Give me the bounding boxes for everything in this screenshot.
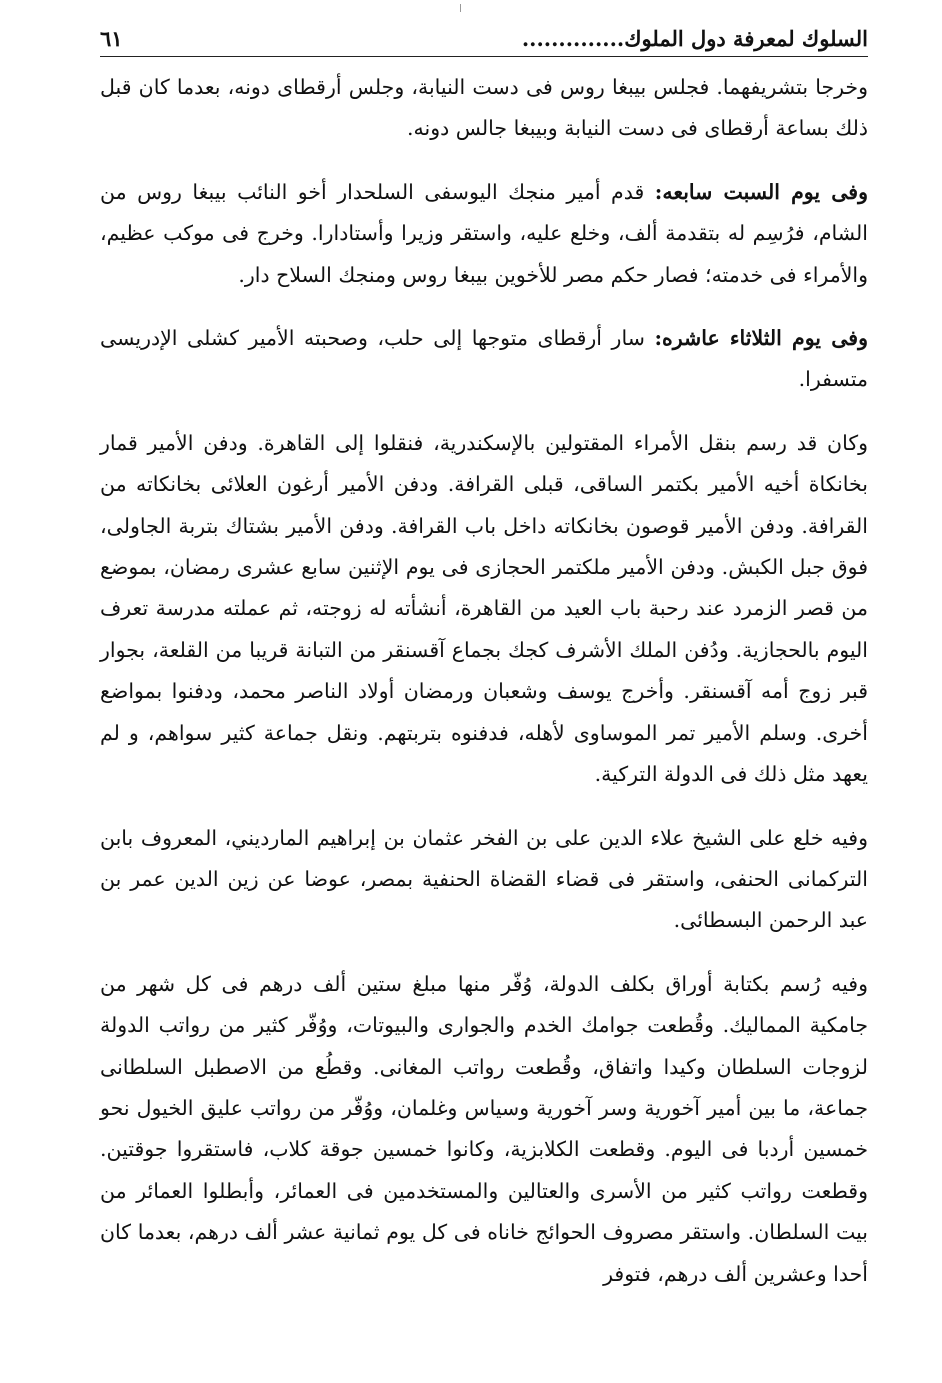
paragraph-lead: وفى يوم السبت سابعه: — [654, 179, 868, 204]
paragraph-2 — [100, 172, 868, 296]
paragraph-text: قدم أمير منجك اليوسفى السلحدار أخو النائب بيبغا روس من الشام، فرُسِم له بتقدمة ألف، وخلع عليه، واستقر وزيرا وأستادارا. وخرج فى موكب عظيم، والأمراء فى خدمته؛ فصار حكم مصر للأخوين بيبغا روس ومنجك السلاح دار. — [100, 179, 868, 287]
paragraph-1 — [100, 67, 868, 150]
book-page — [100, 22, 868, 1295]
paragraph-5 — [100, 818, 868, 942]
paragraph-text: وفيه رُسم بكتابة أوراق بكلف الدولة، وُفّر منها مبلغ ستين ألف درهم فى كل شهر من جامكية المماليك. وقُطعت جوامك الخدم والجوارى والبيوتات، ووُفّر كثير من رواتب الدولة لزوجات السلطان وكيدا واتفاق، وقُطعت رواتب المغانى. وقطُع من الاصطبل السلطانى جماعة، ما بين أمير آخورية وسر آخورية وسياس وغلمان، ووُفّر من رواتب عليق الخيول نحو خمسين أردبا فى اليوم. وقطعت الكلابزية، وكانوا خمسين جوقة كلاب، فاستقروا جوقتين. وقطعت رواتب كثير من الأسرى والعتالين والمستخدمين فى العمائر، وأبطلوا العمائر من بيت السلطان. واستقر مصروف الحوائج خاناه فى كل يوم ثمانية عشر ألف درهم، بعدما كان أحدا وعشرين ألف درهم، فتوفر — [100, 971, 868, 1286]
paragraph-6 — [100, 964, 868, 1295]
paragraph-text: وفيه خلع على الشيخ علاء الدين على بن الفخر عثمان بن إبراهيم المارديني، المعروف بابن التركمانى الحنفى، واستقر فى قضاء القضاة الحنفية بمصر، عوضا عن زين الدين عمر بن عبد الرحمن البسطائى. — [100, 825, 868, 933]
page-number: ٦١ — [100, 26, 123, 51]
book-title: السلوك لمعرفة دول الملوك — [624, 26, 868, 51]
paragraph-text: وكان قد رسم بنقل الأمراء المقتولين بالإسكندرية، فنقلوا إلى القاهرة. ودفن الأمير قمار بخانكاة أخيه الأمير بكتمر الساقى، قبلى القرافة. ودفن الأمير أرغون العلائى بخانكاته من القرافة. ودفن الأمير قوصون بخانكاته داخل باب القرافة. ودفن الأمير بشتاك بتربة الجاولى، فوق جبل الكبش. ودفن الأمير ملكتمر الحجازى فى يوم الإثنين سابع عشرى رمضان، بموضع من قصر الزمرد عند رحبة باب العيد من القاهرة، أنشأته له زوجته، ثم عملته مدرسة تعرف اليوم بالحجازية. ودُفن الملك الأشرف كجك بجماع آقسنقر من التبانة قريبا من القلعة، بجوار قبر زوج أمه آقسنقر. وأخرج يوسف وشعبان ورمضان أولاد الناصر محمد، ودفنوا بمواضع أخرى. وسلم الأمير تمر الموساوى لأهله، فدفنوه بتربتهم. ونقل جماعة كثير سواهم، و لم يعهد مثل ذلك فى الدولة التركية. — [100, 430, 868, 787]
paragraph-3 — [100, 318, 868, 401]
paragraph-text: سار أرقطاى متوجها إلى حلب، وصحبته الأمير كشلى الإدريسى متسفرا. — [100, 326, 868, 392]
paragraph-text: وخرجا بتشريفهما. فجلس بيبغا روس فى دست النيابة، وجلس أرقطاى دونه، بعدما كان قبل ذلك بساعة أرقطاى فى دست النيابة وبيبغا جالس دونه. — [100, 75, 868, 141]
paragraph-lead: وفى يوم الثلاثاء عاشره: — [654, 326, 868, 351]
running-title — [522, 22, 868, 56]
scan-mark — [460, 4, 461, 12]
running-header — [100, 22, 868, 57]
header-dots: .............. — [521, 26, 625, 51]
paragraph-4 — [100, 423, 868, 796]
